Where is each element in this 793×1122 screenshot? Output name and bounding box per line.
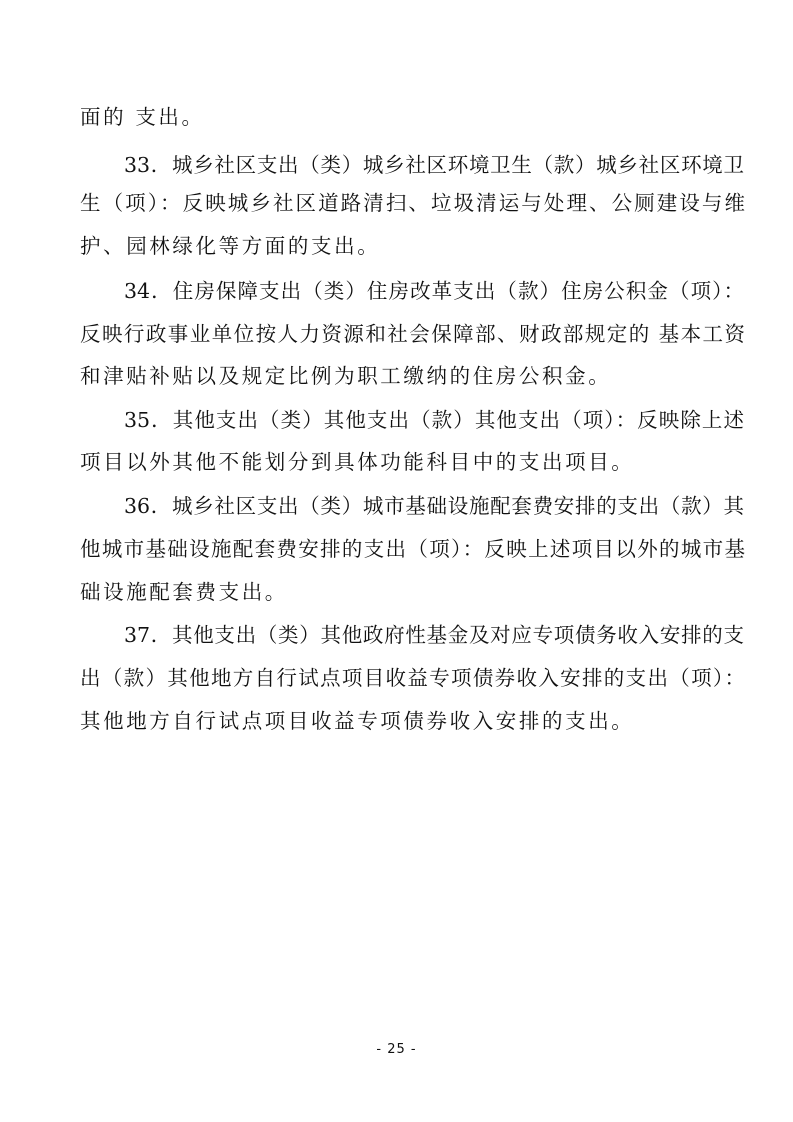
text-line-12-content: 础设施配套费支出。 [80, 580, 288, 604]
text-line-8-content: 35．其他支出（类）其他支出（款）其他支出（项）：反映除上述 [124, 408, 744, 432]
text-line-2-content: 33．城乡社区支出（类）城乡社区环境卫生（款）城乡社区环境卫 [124, 153, 744, 177]
text-line-9-content: 项目以外其他不能划分到具体功能科目中的支出项目。 [80, 450, 635, 474]
text-line-1-content: 面的 支出。 [80, 105, 205, 129]
text-line-2 [124, 151, 744, 179]
text-line-15 [80, 707, 634, 735]
text-line-5 [124, 277, 744, 305]
text-line-11-content: 他城市基础设施配套费安排的支出（项）：反映上述项目以外的城市基 [80, 537, 745, 561]
text-line-12 [80, 578, 288, 606]
text-line-6-content: 反映行政事业单位按人力资源和社会保障部、财政部规定的 基本工资 [80, 322, 745, 346]
text-line-10 [124, 492, 744, 520]
text-line-14-content: 出（款）其他地方自行试点项目收益专项债券收入安排的支出（项）： [80, 666, 745, 690]
page-number: - 25 - [376, 1042, 417, 1057]
text-line-3 [80, 189, 745, 217]
text-line-4-content: 护、园林绿化等方面的支出。 [80, 234, 381, 258]
text-line-7-content: 和津贴补贴以及规定比例为职工缴纳的住房公积金。 [80, 364, 612, 388]
text-line-10-content: 36．城乡社区支出（类）城市基础设施配套费安排的支出（款）其 [124, 494, 744, 518]
text-line-15-content: 其他地方自行试点项目收益专项债券收入安排的支出。 [80, 709, 635, 733]
text-line-13 [124, 621, 744, 649]
text-line-13-content: 37．其他支出（类）其他政府性基金及对应专项债务收入安排的支 [124, 623, 744, 647]
text-line-1 [80, 103, 205, 131]
text-line-14 [80, 664, 745, 692]
text-line-4 [80, 232, 380, 260]
text-line-5-content: 34．住房保障支出（类）住房改革支出（款）住房公积金（项）： [124, 279, 744, 303]
text-line-6 [80, 320, 745, 348]
text-line-11 [80, 535, 745, 563]
text-line-9 [80, 448, 634, 476]
text-line-7 [80, 362, 611, 390]
text-line-3-content: 生（项）：反映城乡社区道路清扫、垃圾清运与处理、公厕建设与维 [80, 191, 745, 215]
text-line-8 [124, 406, 744, 434]
